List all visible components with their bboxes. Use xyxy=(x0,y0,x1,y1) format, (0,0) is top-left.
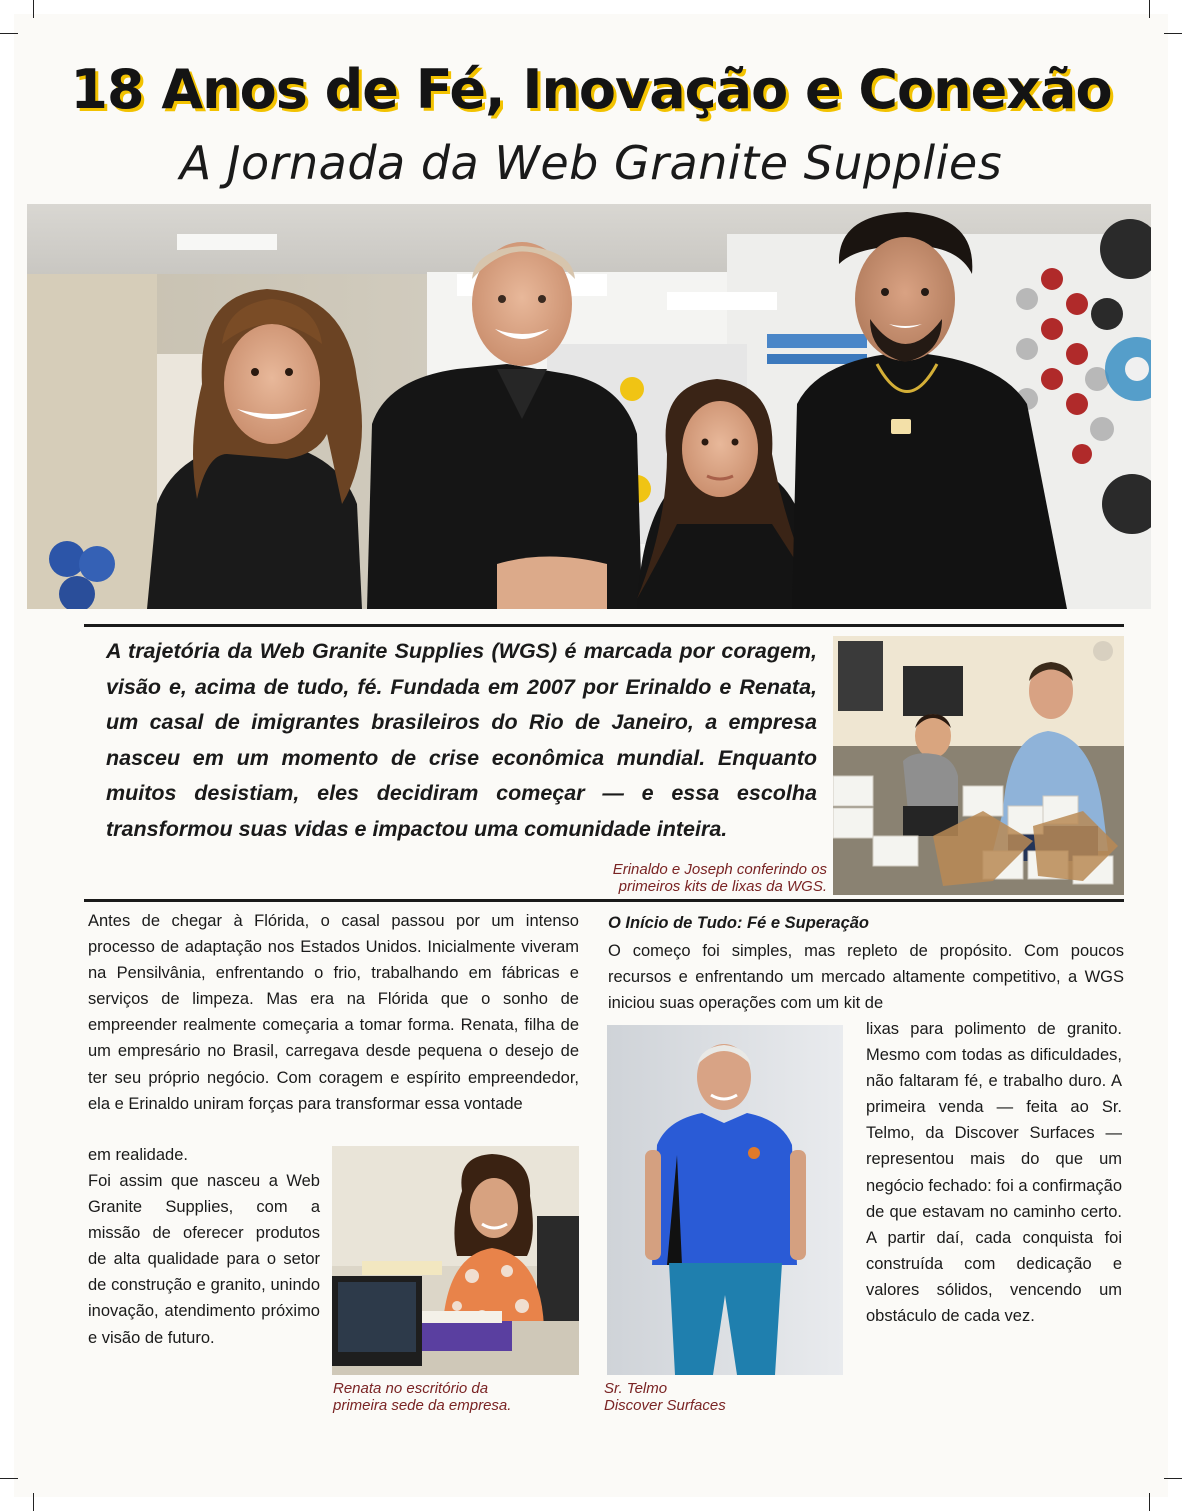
left-paragraph-1: Antes de chegar à Flórida, o casal passou por um intenso processo de adaptação nos Estados Unidos. Inicialmente viveram na Pensilvânia, enfrentando o frio, trabalhando em fábricas e serviços de limpeza. Mas era na Flórida que o sonho de empreender realmente começaria a tomar forma. Renata, filha de um empresário no Brasil, carregava desde pequena o desejo de ter seu próprio negócio. Com coragem e espírito empreendedor, ela e Erinaldo uniram forças para transformar essa vontade xyxy=(88,912,579,1113)
right-paragraph-side: lixas para polimento de granito. Mesmo com todas as dificuldades, não faltaram fé, e trabalho duro. A primeira venda — feita ao Sr. Telmo, da Discover Surfaces — representou mais do que um negócio fechado: foi a confirmação de que estavam no caminho certo. A partir daí, cada conquista foi construída com dedicação e valores sólidos, vencendo um obstáculo de cada vez. xyxy=(866,1020,1122,1326)
crop-mark xyxy=(0,33,18,34)
crop-mark xyxy=(33,0,34,18)
right-paragraph-top: O começo foi simples, mas repleto de propósito. Com poucos recursos e enfrentando um mercado altamente competitivo, a WGS iniciou suas operações com um kit de xyxy=(608,942,1124,1013)
left-paragraph-1-end: em realidade. xyxy=(88,1146,188,1164)
right-column-paragraph-top xyxy=(608,938,1124,1016)
middle-divider xyxy=(84,899,1124,902)
sr-telmo-photo xyxy=(607,1025,843,1375)
crop-mark xyxy=(0,1478,18,1479)
crop-mark xyxy=(1164,33,1182,34)
kits-caption xyxy=(572,861,827,895)
intro-paragraph: A trajetória da Web Granite Supplies (WGS) é marcada por coragem, visão e, acima de tudo, fé. Fundada em 2007 por Erinaldo e Renata, um casal de imigrantes brasileiros do Rio de Janeiro, a empresa nasceu em um momento de crise econômica mundial. Enquanto muitos desistiam, eles decidiram começar — e essa escolha transformou suas vidas e impactou uma comunidade inteira. xyxy=(106,639,817,841)
erinaldo-joseph-photo xyxy=(833,636,1124,895)
kits-caption-line: primeiros kits de lixas da WGS. xyxy=(618,878,827,895)
section-title: O Início de Tudo: Fé e Superação xyxy=(608,914,869,932)
page-title: 18 Anos de Fé, Inovação e Conexão xyxy=(70,58,1112,121)
hero-family-photo xyxy=(27,204,1151,609)
page-subtitle: A Jornada da Web Granite Supplies xyxy=(179,136,1003,190)
crop-mark xyxy=(1149,1493,1150,1511)
right-column-paragraph-side xyxy=(866,1016,1122,1329)
telmo-caption xyxy=(604,1380,834,1414)
renata-caption xyxy=(333,1380,593,1414)
renata-office-photo xyxy=(332,1146,579,1375)
telmo-caption-line: Discover Surfaces xyxy=(604,1397,726,1414)
left-column-paragraph-2 xyxy=(88,1168,320,1351)
top-divider xyxy=(84,624,1124,627)
crop-mark xyxy=(33,1493,34,1511)
renata-caption-line: Renata no escritório da xyxy=(333,1380,489,1397)
telmo-caption-line: Sr. Telmo xyxy=(604,1380,668,1397)
left-column-paragraph-1 xyxy=(88,908,579,1117)
crop-mark xyxy=(1164,1478,1182,1479)
left-paragraph-2: Foi assim que nasceu a Web Granite Supplies, com a missão de oferecer produtos de alta qualidade para o setor de construção e granito, unindo inovação, atendimento próximo e visão de futuro. xyxy=(88,1172,320,1347)
crop-mark xyxy=(1149,0,1150,18)
renata-caption-line: primeira sede da empresa. xyxy=(333,1397,512,1414)
kits-caption-line: Erinaldo e Joseph conferindo os xyxy=(612,861,827,878)
